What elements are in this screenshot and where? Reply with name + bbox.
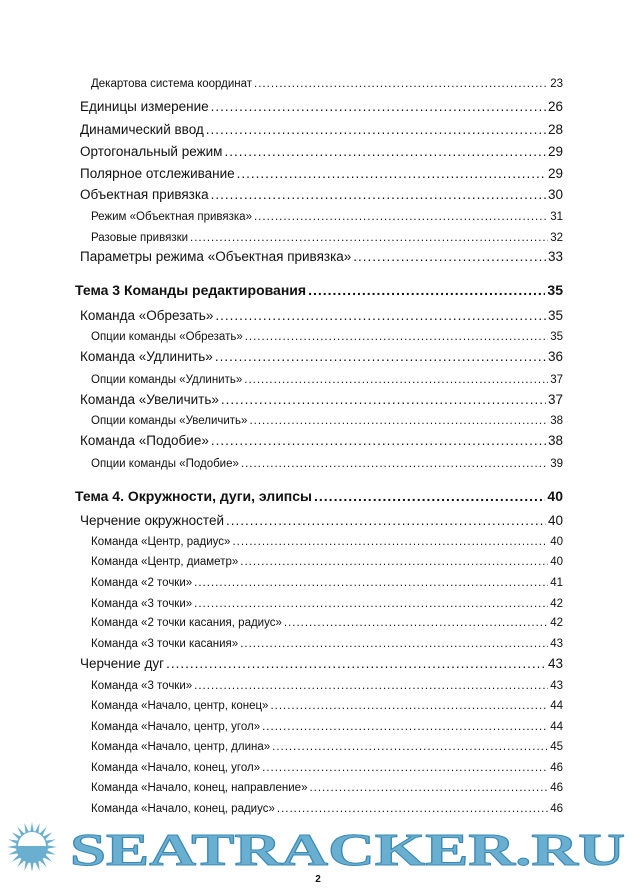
dot-leader [215,349,546,365]
toc-entry[interactable] [91,739,563,755]
toc-entry-title: Динамический ввод [80,122,204,137]
dot-leader [211,99,546,115]
toc-entry-page: 43 [550,638,563,650]
toc-entry-title: Команда «Начало, центр, конец» [91,700,269,712]
toc-entry-page: 29 [547,166,563,181]
toc-entry-title: Команда «Начало, конец, направление» [91,782,308,794]
toc-entry-page: 43 [550,680,563,692]
toc-entry[interactable] [91,636,563,652]
toc-entry-title: Опции команды «Обрезать» [91,331,243,343]
dot-leader [244,372,548,388]
toc-entry-title: Объектная привязка [80,187,209,202]
toc-entry-page: 41 [550,577,563,589]
toc-entry[interactable] [91,554,563,570]
dot-leader [194,678,548,694]
toc-entry-title: Разовые привязки [91,232,189,244]
dot-leader [237,166,546,182]
toc-entry[interactable] [91,678,563,694]
toc-entry-page: 31 [550,211,563,223]
toc-entry-title: Команда «Обрезать» [80,308,214,323]
dot-leader [224,144,546,160]
toc-entry-page: 46 [550,762,563,774]
dot-leader [249,413,548,429]
dot-leader [309,780,548,796]
dot-leader [308,282,545,298]
dot-leader [241,456,548,472]
toc-entry-page: 46 [550,782,563,794]
toc-entry-title: Команда «3 точки касания» [91,638,239,650]
toc-entry-title: Опции команды «Удлинить» [91,374,243,386]
toc-entry[interactable] [91,413,563,429]
toc-entry-page: 23 [550,78,563,90]
toc-entry-page: 39 [550,458,563,470]
toc-entry-title: Черчение окружностей [80,513,225,528]
dot-leader [221,392,546,408]
toc-entry[interactable] [91,760,563,776]
toc-entry[interactable] [91,698,563,714]
toc-entry[interactable] [75,488,563,504]
toc-entry[interactable] [80,433,563,449]
toc-entry[interactable] [91,456,563,472]
dot-leader [240,636,548,652]
toc-entry[interactable] [91,801,563,817]
toc-entry-title: Команда «3 точки» [91,598,193,610]
toc-entry[interactable] [91,372,563,388]
dot-leader [215,308,546,324]
dot-leader [206,122,546,138]
toc-entry-title: Команда «Начало, центр, угол» [91,721,261,733]
dot-leader [277,801,548,817]
toc-entry-page: 32 [550,232,563,244]
toc-entry-title: Полярное отслеживание [80,166,235,181]
toc-entry-page: 45 [550,741,563,753]
toc-entry[interactable] [80,308,563,324]
toc-entry-page: 46 [550,803,563,815]
toc-entry-title: Параметры режима «Объектная привязка» [80,249,352,264]
toc-entry-title: Команда «Начало, центр, длина» [91,741,271,753]
watermark-text: SEATRACKER.RU [70,824,625,871]
toc-entry-title: Команда «3 точки» [91,680,193,692]
dot-leader [270,698,548,714]
toc-entry-page: 35 [547,308,563,323]
toc-entry[interactable] [80,144,563,160]
dot-leader [240,554,548,570]
toc-entry-page: 44 [550,700,563,712]
toc-entry-title: Команда «Начало, конец, угол» [91,762,261,774]
watermark-logo [0,821,636,871]
toc-entry[interactable] [80,99,563,115]
toc-entry-page: 30 [547,187,563,202]
toc-entry-title: Тема 4. Окружности, дуги, элипсы [75,488,313,504]
dot-leader [226,513,546,529]
toc-entry[interactable] [80,122,563,138]
dot-leader [284,615,548,631]
toc-entry-page: 40 [547,513,563,528]
toc-entry[interactable] [91,575,563,591]
toc-entry-title: Команда «Начало, конец, радиус» [91,803,275,815]
toc-entry-title: Опции команды «Подобие» [91,458,239,470]
dot-leader [194,575,548,591]
dot-leader [190,230,548,246]
toc-entry[interactable] [80,656,563,672]
toc-entry[interactable] [80,187,563,203]
toc-entry-page: 26 [547,99,563,114]
toc-entry-page: 37 [547,392,563,407]
dot-leader [245,329,548,345]
toc-entry-title: Ортогональный режим [80,144,223,159]
toc-entry-page: 36 [547,349,563,364]
toc-entry-page: 40 [547,488,563,504]
toc-entry-page: 38 [550,415,563,427]
toc-entry-title: Единицы измерение [80,99,209,114]
toc-entry-title: Опции команды «Увеличить» [91,415,248,427]
toc-entry[interactable] [91,329,563,345]
toc-entry-title: Команда «Увеличить» [80,392,219,407]
toc-entry-title: Команда «Подобие» [80,433,209,448]
page-number: 2 [315,874,321,885]
toc-entry-title: Команда «Центр, диаметр» [91,556,239,568]
toc-entry[interactable] [80,249,563,265]
toc-entry-page: 35 [550,331,563,343]
dot-leader [211,433,546,449]
dot-leader [194,596,548,612]
toc-entry-title: Черчение дуг [80,656,165,671]
toc-entry-page: 40 [550,536,563,548]
dot-leader [314,488,545,504]
toc-entry-title: Команда «Центр, радиус» [91,536,231,548]
toc-entry[interactable] [75,282,563,298]
toc-entry-page: 40 [550,556,563,568]
toc-entry-title: Команда «2 точки касания, радиус» [91,617,282,629]
dot-leader [211,187,546,203]
toc-entry-page: 42 [550,617,563,629]
toc-entry-page: 29 [547,144,563,159]
dot-leader [254,209,548,225]
dot-leader [272,739,548,755]
toc-entry[interactable] [80,392,563,408]
toc-entry-page: 38 [547,433,563,448]
toc-entry-page: 35 [547,282,563,298]
toc-entry-title: Режим «Объектная привязка» [91,211,252,223]
toc-entry[interactable] [91,76,563,92]
toc-entry[interactable] [80,349,563,365]
toc-entry[interactable] [91,209,563,225]
toc-entry[interactable] [80,166,563,182]
dot-leader [232,534,548,550]
toc-entry-title: Декартова система координат [91,78,253,90]
toc-entry-page: 28 [547,122,563,137]
sun-icon [7,822,57,871]
toc-entry-title: Команда «Удлинить» [80,349,213,364]
dot-leader [166,656,546,672]
toc-entry[interactable] [91,230,563,246]
toc-entry[interactable] [91,780,563,796]
dot-leader [254,76,548,92]
toc-entry-title: Тема 3 Команды редактирования [75,282,307,298]
toc-entry[interactable] [91,596,563,612]
toc-entry-title: Команда «2 точки» [91,577,193,589]
toc-entry[interactable] [80,513,563,529]
toc-entry-page: 42 [550,598,563,610]
toc-entry[interactable] [91,719,563,735]
toc-entry-page: 43 [547,656,563,671]
dot-leader [262,719,548,735]
toc-entry[interactable] [91,534,563,550]
dot-leader [262,760,548,776]
dot-leader [353,249,546,265]
toc-entry-page: 44 [550,721,563,733]
toc-entry-page: 33 [547,249,563,264]
toc-entry-page: 37 [550,374,563,386]
toc-entry[interactable] [91,615,563,631]
